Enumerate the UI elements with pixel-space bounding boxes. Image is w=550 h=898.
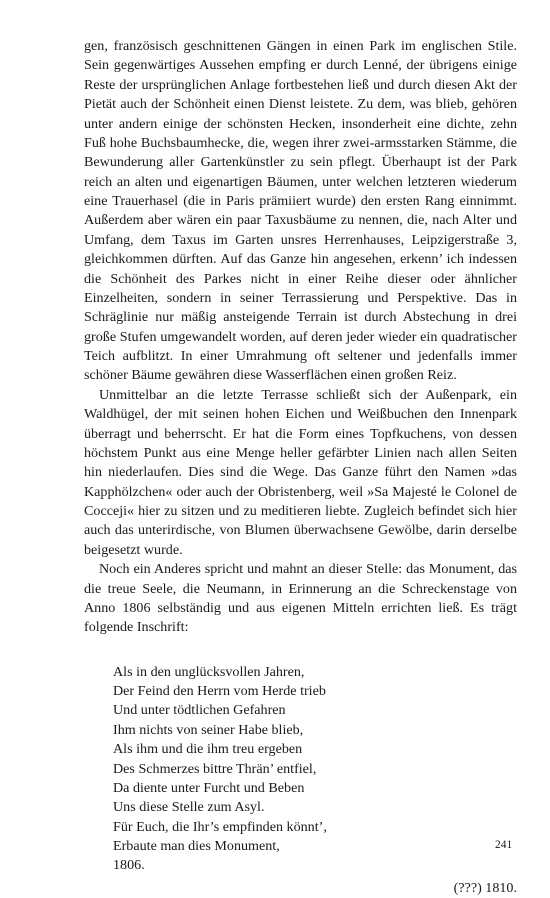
poem-line: Als ihm und die ihm treu ergeben <box>113 741 303 758</box>
paragraph-park-description: gen, französisch geschnittenen Gängen in einen Park im englischen Stile. Sein gegenwärtiges Aussehen empfing er durch Lenné, der übrigens einige Reste der ursprünglichen Anlage fortbestehen ließ und durch diesen Akt der Pietät auch der Schönheit einen Dienst leistete. Zu dem, was blieb, gehören unter andern einige der schönsten Hecken, insonderheit eine dichte, zehn Fuß hohe Buchsbaumhecke, die, wegen ihrer zwei-armsstarken Stämme, die Bewunderung aller Gartenkünstler zu sein pflegt. Überhaupt ist der Park reich an alten und eigenartigen Bäumen, unter welchen letzteren wiederum eine Trauerhasel (die in Paris prämiiert wurde) den ersten Rang einnimmt. Außerdem aber wären ein paar Taxusbäume zu nennen, die, nach Alter und Umfang, dem Taxus im Garten unsres Herrenhauses, Leipzigerstraße 3, gleichkommen dürften. Auf das Ganze hin angesehen, erkenn’ ich indessen die Schönheit des Parkes nicht in einer Reihe dieser oder ähnlicher Einzelheiten, sondern in seiner Terrassierung und Perspektive. Das in Schräglinie nur mäßig ansteigende Terrain ist durch Abstechung in drei große Stufen umgewandelt worden, auf deren jeder wieder ein quadratischer Teich aufblitzt. In einer Umrahmung oft seltener und jedenfalls immer schöner Bäume gewähren diese Wasserflächen einen großen Reiz. <box>84 38 517 384</box>
poem-line: Als in den unglücksvollen Jahren, <box>113 663 305 680</box>
poem-line: Erbaute man dies Monument, <box>113 838 280 854</box>
poem-line: Und unter tödtlichen Gefahren <box>113 702 286 719</box>
paragraph-monument: Noch ein Anderes spricht und mahnt an dieser Stelle: das Monument, das die treue Seele, die Neumann, in Erinnerung an die Schreckenstage von Anno 1806 selbständig und aus eigenen Mitteln errichten ließ. Es trägt folgende Inschrift: <box>84 561 517 636</box>
poem-line: Ihm nichts von seiner Habe blieb, <box>113 721 304 738</box>
paragraph-aussenpark: Unmittelbar an die letzte Terrasse schließt sich der Außenpark, ein Waldhügel, der mit seinen hohen Eichen und Weißbuchen den Innenpark überragt und beherrscht. Er hat die Form eines Topfkuchens, von dessen höchstem Punkt aus eine Menge heller gefärbter Linien nach allen Seiten hin niederlaufen. Dies sind die Wege. Das Ganze führt den Namen »das Kapphölzchen« oder auch der Obristenberg, weil »Sa Majesté le Colonel de Cocceji« hier zu sitzen und zu meditieren liebte. Zugleich befindet sich hier auch das unterirdische, von Blumen überwachsene Gewölbe, darin derselbe beigesetzt wurde. <box>84 386 517 558</box>
poem-line: Uns diese Stelle zum Asyl. <box>113 799 265 816</box>
poem-line: 1806. <box>113 857 145 874</box>
poem-line: Des Schmerzes bittre Thrän’ entfiel, <box>113 760 317 777</box>
page-text-block <box>84 37 517 898</box>
page-number: 241 <box>495 839 513 851</box>
inscription-poem <box>113 663 517 876</box>
poem-line: Für Euch, die Ihr’s empfinden könnt’, <box>113 818 327 835</box>
inscription-signature: (???) 1810. <box>453 879 517 896</box>
poem-line: Der Feind den Herrn vom Herde trieb <box>113 683 326 699</box>
poem-line: Da diente unter Furcht und Beben <box>113 779 305 796</box>
